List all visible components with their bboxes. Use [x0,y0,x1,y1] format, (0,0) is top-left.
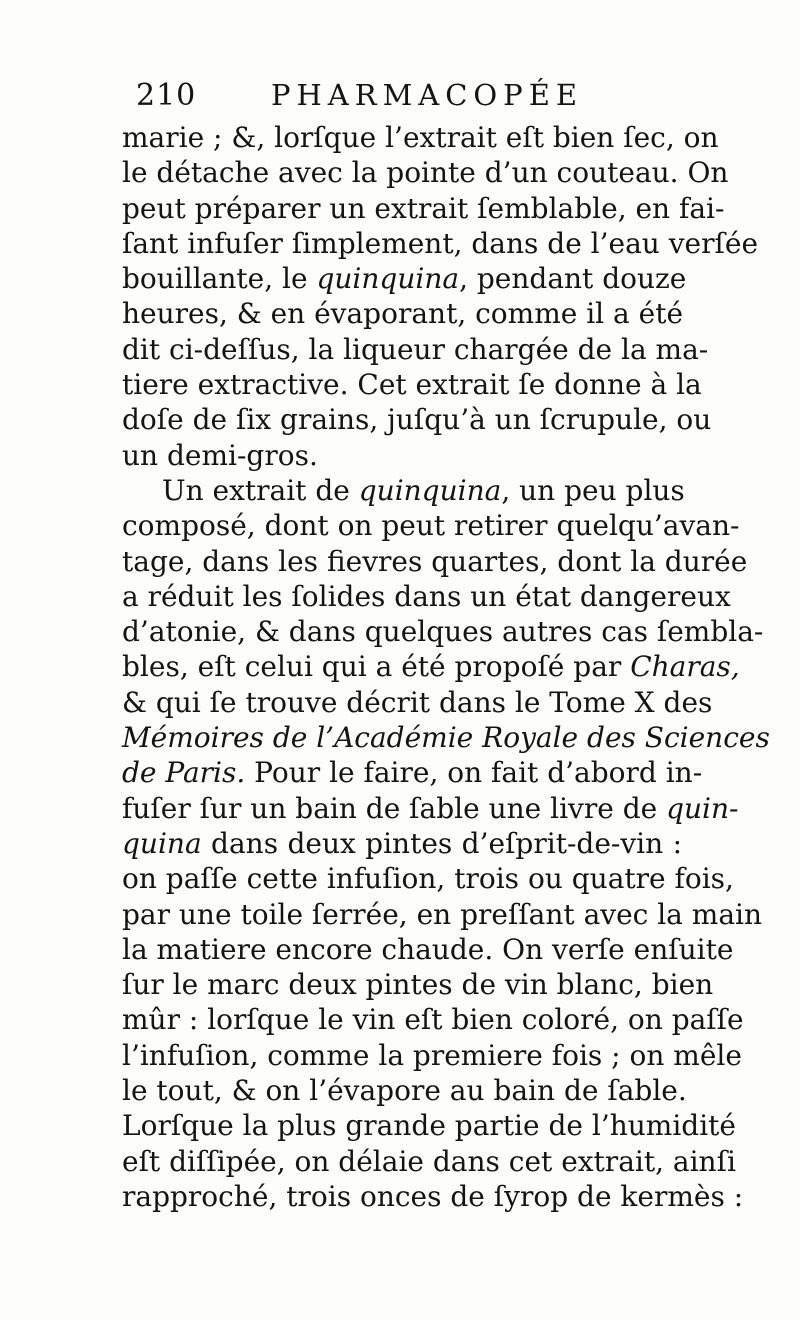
text-run: , un peu plus [501,473,685,507]
text-line: la matiere encore chaude. On verſe enſuite [122,932,734,966]
text-run: , pendant douze [459,262,687,296]
text-line [122,791,739,826]
italic-title-line: Mémoires de l’Académie Royale des Sciences [122,721,770,755]
text-line: heures, & en évaporant, comme il a été [122,297,684,331]
text-line [122,261,687,296]
text-line: doſe de ſix grains, juſqu’à un ſcrupule, ou [122,403,712,437]
text-line: tage, dans les fievres quartes, dont la durée [122,544,748,578]
text-line: l’infuſion, comme la premiere fois ; on mêle [122,1038,742,1072]
text-line: peut préparer un extrait ſemblable, en fai- [122,191,725,225]
italic-term: quinquina [358,473,502,507]
text-run: dans deux pintes d’eſprit-de-vin : [201,826,682,860]
text-line: par une toile ſerrée, en preſſant avec la main [122,897,763,931]
text-line: ſur le marc deux pintes de vin blanc, bien [122,968,714,1002]
text-run: Un extrait de [162,473,350,507]
running-title: PHARMACOPÉE [271,78,584,112]
text-line: eſt diſſipée, on délaie dans cet extrait, ainſi [122,1144,736,1178]
text-line: un demi-gros. [122,438,318,472]
page-number: 210 [136,78,197,113]
text-line [122,649,740,684]
text-line: Lorſque la plus grande partie de l’humidité [122,1109,736,1143]
italic-name: Charas, [630,650,740,684]
text-line: le détache avec la pointe d’un couteau. On [122,156,729,190]
italic-term: quinquina [316,262,460,296]
text-line: on paſſe cette infuſion, trois ou quatre fois, [122,862,734,896]
text-run: bouillante, le [122,262,308,296]
italic-term: quina [122,826,202,860]
text-line: & qui ſe trouve décrit dans le Tome X des [122,685,713,719]
paragraph-start-line [122,473,685,508]
text-line: mûr : lorſque le vin eſt bien coloré, on paſſe [122,1003,744,1037]
text-line: composé, dont on peut retirer quelqu’avan- [122,509,740,543]
text-line [122,755,703,790]
text-run: bles, eſt celui qui a été propoſé par [122,650,622,684]
body-text [122,120,770,1214]
italic-term: quin- [666,791,739,825]
text-run: Pour le faire, on fait d’abord in- [245,756,703,790]
text-line: a réduit les ſolides dans un état dangereux [122,579,731,613]
text-line [122,826,682,861]
text-line: rapproché, trois onces de ſyrop de kermès : [122,1179,744,1213]
text-line: le tout, & on l’évapore au bain de ſable. [122,1074,687,1108]
text-line: dit ci-deſſus, la liqueur chargée de la ma- [122,332,709,366]
text-run: fuſer ſur un bain de ſable une livre de [122,791,658,825]
text-line: ſant infuſer ſimplement, dans de l’eau verſée [122,226,759,260]
page-header [136,78,696,122]
italic-title-end: de Paris. [122,756,246,790]
text-line: d’atonie, & dans quelques autres cas ſembla- [122,615,764,649]
text-line: tiere extractive. Cet extrait ſe donne à la [122,368,702,402]
text-line: marie ; &, lorſque l’extrait eſt bien ſec, on [122,121,719,154]
